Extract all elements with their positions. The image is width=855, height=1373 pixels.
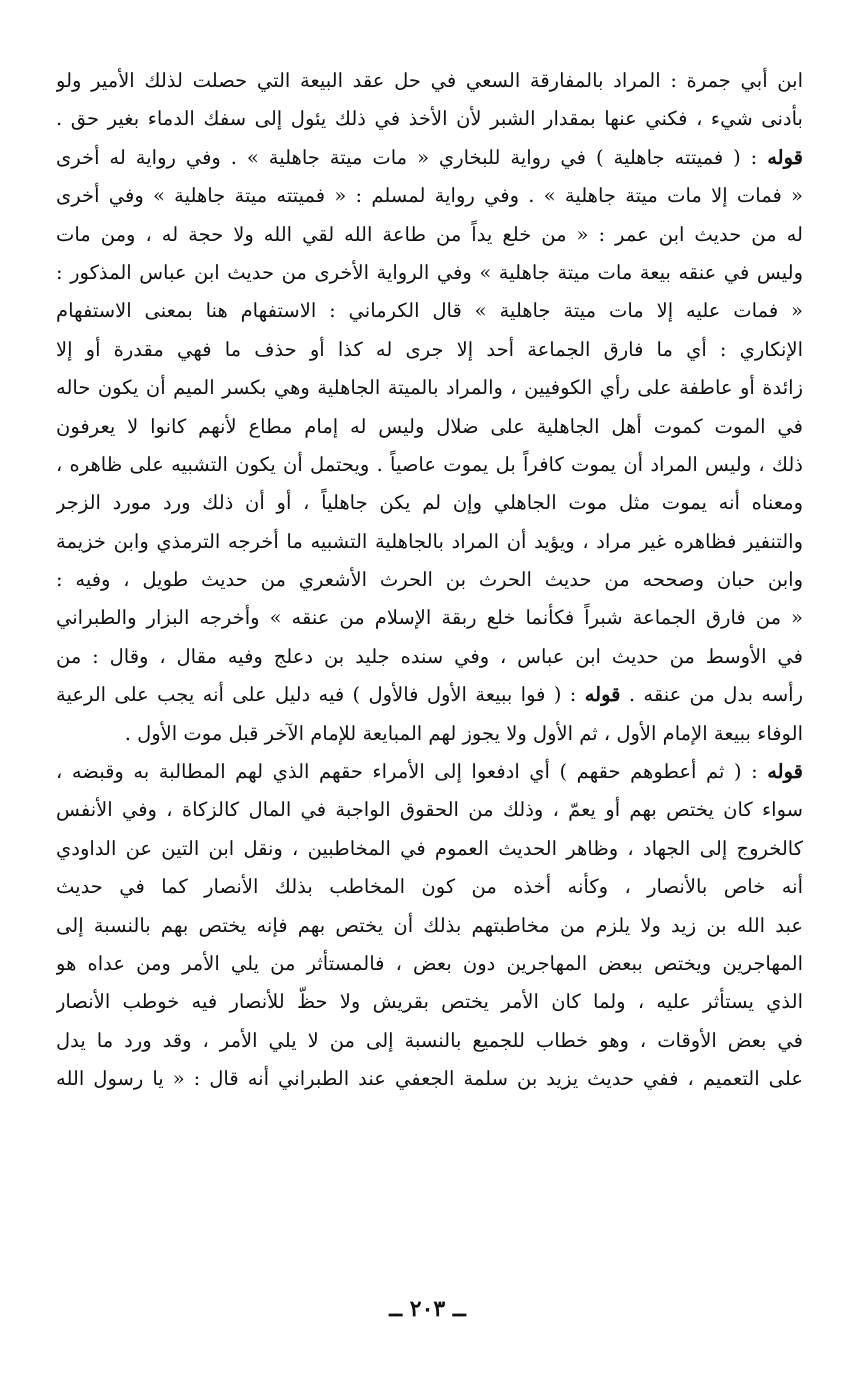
- text-line: [56, 907, 803, 945]
- text-line: [56, 177, 803, 215]
- text-line: [56, 100, 803, 138]
- text-line: [56, 139, 803, 177]
- text-line: [56, 408, 803, 446]
- line-text: في الأوسط من حديث ابن عباس ، وفي سنده جليد بن دعلج وفيه مقال ، وقال : من: [56, 644, 803, 668]
- line-text: الذي يستأثر عليه ، ولما كان الأمر يختص بقريش ولا حظّ للأنصار فيه خوطب الأنصار: [56, 990, 803, 1014]
- line-text: في الموت كموت أهل الجاهلية على ضلال وليس له إمام مطاع لأنهم كانوا لا يعرفون: [56, 414, 803, 438]
- line-text: « فمات عليه إلا مات ميتة جاهلية » قال الكرماني : الاستفهام هنا بمعنى الاستفهام: [56, 299, 803, 323]
- line-label: قوله: [767, 145, 803, 169]
- line-text: والتنفير فظاهره غير مراد ، ويؤيد أن المراد بالجاهلية التشبيه ما أخرجه الترمذي وابن خزيمة: [56, 529, 803, 553]
- line-text: بأدنى شيء ، فكني عنها بمقدار الشبر لأن الأخذ في ذلك يئول إلى سفك الدماء بغير حق .: [56, 107, 803, 131]
- text-line: [56, 638, 803, 676]
- text-line: [56, 369, 803, 407]
- text-line: [56, 1060, 803, 1098]
- line-text: « فمات إلا مات ميتة جاهلية » . وفي رواية لمسلم : « فميتته ميتة جاهلية » وفي أخرى: [56, 184, 803, 208]
- text-line: [56, 561, 803, 599]
- line-text: وليس في عنقه بيعة مات ميتة جاهلية » وفي الرواية الأخرى من حديث ابن عباس المذكور :: [56, 260, 803, 284]
- line-text: كالخروج إلى الجهاد ، وظاهر الحديث العموم في المخاطبين ، ونقل ابن التين عن الداودي: [56, 836, 803, 860]
- line-text: ذلك ، وليس المراد أن يموت كافراً بل يموت عاصياً . ويحتمل أن يكون التشبيه على ظاهره ،: [56, 452, 803, 476]
- text-line: [56, 983, 803, 1021]
- line-text: : ( فميتته جاهلية ) في رواية للبخاري « مات ميتة جاهلية » . وفي رواية له أخرى: [56, 145, 758, 169]
- line-text: وابن حبان وصححه من حديث الحرث بن الحرث الأشعري من حديث طويل ، وفيه :: [56, 568, 803, 592]
- line-text: له من حديث ابن عمر : « من خلع يداً من طاعة الله لقي الله ولا حجة له ، ومن مات: [56, 222, 803, 246]
- line-text: أنه خاص بالأنصار ، وكأنه أخذه من كون المخاطب بذلك الأنصار كما في حديث: [56, 875, 803, 899]
- text-line: [56, 715, 803, 753]
- line-text: زائدة أو عاطفة على رأي الكوفيين ، والمراد بالميتة الجاهلية وهي بكسر الميم أن يكون حاله: [56, 376, 803, 400]
- text-line: [56, 830, 803, 868]
- text-line: [56, 446, 803, 484]
- line-label: قوله: [584, 683, 621, 707]
- text-line: [56, 945, 803, 983]
- line-text: : ( ثم أعطوهم حقهم ) أي ادفعوا إلى الأمراء حقهم الذي لهم المطالبة به وقبضه ،: [56, 760, 758, 784]
- line-text: الإنكاري : أي ما فارق الجماعة أحد إلا جرى له كذا أو حذف ما فهي مقدرة أو إلا: [56, 337, 803, 361]
- line-text: « من فارق الجماعة شبراً فكأنما خلع ربقة الإسلام من عنقه » وأخرجه البزار والطبراني: [56, 606, 803, 630]
- page-number: ــ ٢٠٣ ــ: [389, 1296, 466, 1322]
- text-line: [56, 292, 803, 330]
- line-text: : ( فوا ببيعة الأول فالأول ) فيه دليل على أنه يجب على الرعية: [56, 683, 577, 707]
- text-line: [56, 791, 803, 829]
- line-text: المهاجرين ويختص ببعض المهاجرين دون بعض ، فالمستأثر من يلي الأمر ومن عداه هو: [56, 951, 803, 975]
- line-text: في بعض الأوقات ، وهو خطاب للجميع بالنسبة إلى من لا يلي الأمر ، وقد ورد ما يدل: [56, 1028, 803, 1052]
- line-text: على التعميم ، ففي حديث يزيد بن سلمة الجعفي عند الطبراني أنه قال : « يا رسول الله: [56, 1067, 803, 1091]
- line-text: عبد الله بن زيد ولا يلزم من مخاطبتهم بذلك أن يختص بهم فإنه يختص بهم بالنسبة إلى: [56, 913, 803, 937]
- text-line: [56, 254, 803, 292]
- text-line: [56, 216, 803, 254]
- text-line: [56, 523, 803, 561]
- line-text: ومعناه أنه يموت مثل موت الجاهلي وإن لم يكن جاهلياً ، أو أن ذلك ورد مورد الزجر: [56, 491, 803, 515]
- line-text: الوفاء ببيعة الإمام الأول ، ثم الأول ولا يجوز لهم المبايعة للإمام الآخر قبل موت الأول .: [124, 721, 803, 745]
- text-line: [56, 484, 803, 522]
- text-line: [56, 331, 803, 369]
- line-text: ابن أبي جمرة : المراد بالمفارقة السعي في حل عقد البيعة التي حصلت لذلك الأمير ولو: [56, 69, 803, 92]
- line-lead: رأسه بدل من عنقه .: [628, 683, 803, 707]
- text-line: [56, 599, 803, 637]
- text-line: [56, 868, 803, 906]
- text-line: [56, 753, 803, 791]
- line-text: سواء كان يختص بهم أو يعمّ ، وذلك من الحقوق الواجبة في المال كالزكاة ، وفي الأنفس: [56, 798, 803, 822]
- text-line: [56, 676, 803, 714]
- text-line: [56, 62, 803, 100]
- text-line: [56, 1022, 803, 1060]
- line-label: قوله: [767, 760, 803, 784]
- body-text: [56, 62, 803, 1099]
